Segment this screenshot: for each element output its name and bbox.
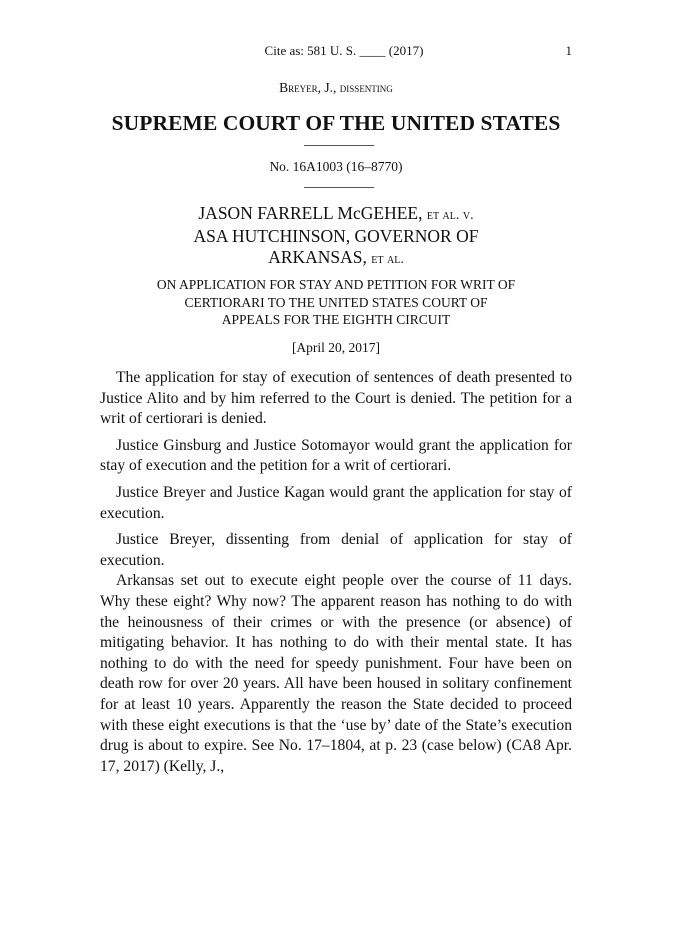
- citation: Cite as: 581 U. S. ____ (2017): [264, 43, 424, 58]
- petitioner-suffix: et al. v.: [426, 208, 474, 223]
- court-name: SUPREME COURT OF THE UNITED STATES: [111, 111, 561, 135]
- decision-date: [April 20, 2017]: [291, 340, 381, 355]
- paragraph: Justice Ginsburg and Justice Sotomayor would grant the application for stay of execution and the petition for a writ of certiorari.: [100, 436, 572, 475]
- respondent-suffix: et al.: [371, 252, 404, 267]
- divider: [304, 187, 374, 188]
- docket-number: No. 16A1003 (16–8770): [269, 159, 403, 174]
- respondent: ASA HUTCHINSON, GOVERNOR OF: [193, 226, 479, 246]
- page-number: 1: [565, 43, 572, 58]
- opinion-author: Breyer, J., dissenting: [279, 80, 393, 95]
- application-line: CERTIORARI TO THE UNITED STATES COURT OF: [184, 294, 488, 310]
- respondent-state: ARKANSAS,: [268, 247, 367, 267]
- paragraph: The application for stay of execution of sentences of death presented to Justice Alito and by him referred to the Court is denied. The petition for a writ of certiorari is denied.: [100, 369, 572, 428]
- paragraph: Arkansas set out to execute eight people over the course of 11 days. Why these eight? Why now? The apparent reason has nothing to do with the heinousness of their crimes or with the presence (or absence) of mitigating behavior. It has nothing to do with their mental state. It has nothing to do with the need for speedy punishment. Four have been on death row for over 20 years. All have been housed in solitary confinement for at least 10 years. Apparently the reason the State decided to proceed with these eight executions is that the ‘use by’ date of the State’s execution drug is about to expire. See No. 17–1804, at p. 23 (case below) (CA8 Apr. 17, 2017) (Kelly, J.,: [100, 572, 572, 775]
- opinion-body: [100, 368, 572, 777]
- case-parties: [100, 203, 572, 270]
- application-line: ON APPLICATION FOR STAY AND PETITION FOR WRIT OF: [156, 277, 516, 292]
- paragraph: Justice Breyer and Justice Kagan would grant the application for stay of execution.: [100, 483, 572, 522]
- petitioner: JASON FARRELL McGEHEE,: [198, 203, 423, 223]
- application-caption: [100, 276, 572, 329]
- paragraph: Justice Breyer, dissenting from denial of application for stay of execution.: [100, 531, 572, 569]
- divider: [304, 145, 374, 146]
- application-line: APPEALS FOR THE EIGHTH CIRCUIT: [221, 312, 451, 327]
